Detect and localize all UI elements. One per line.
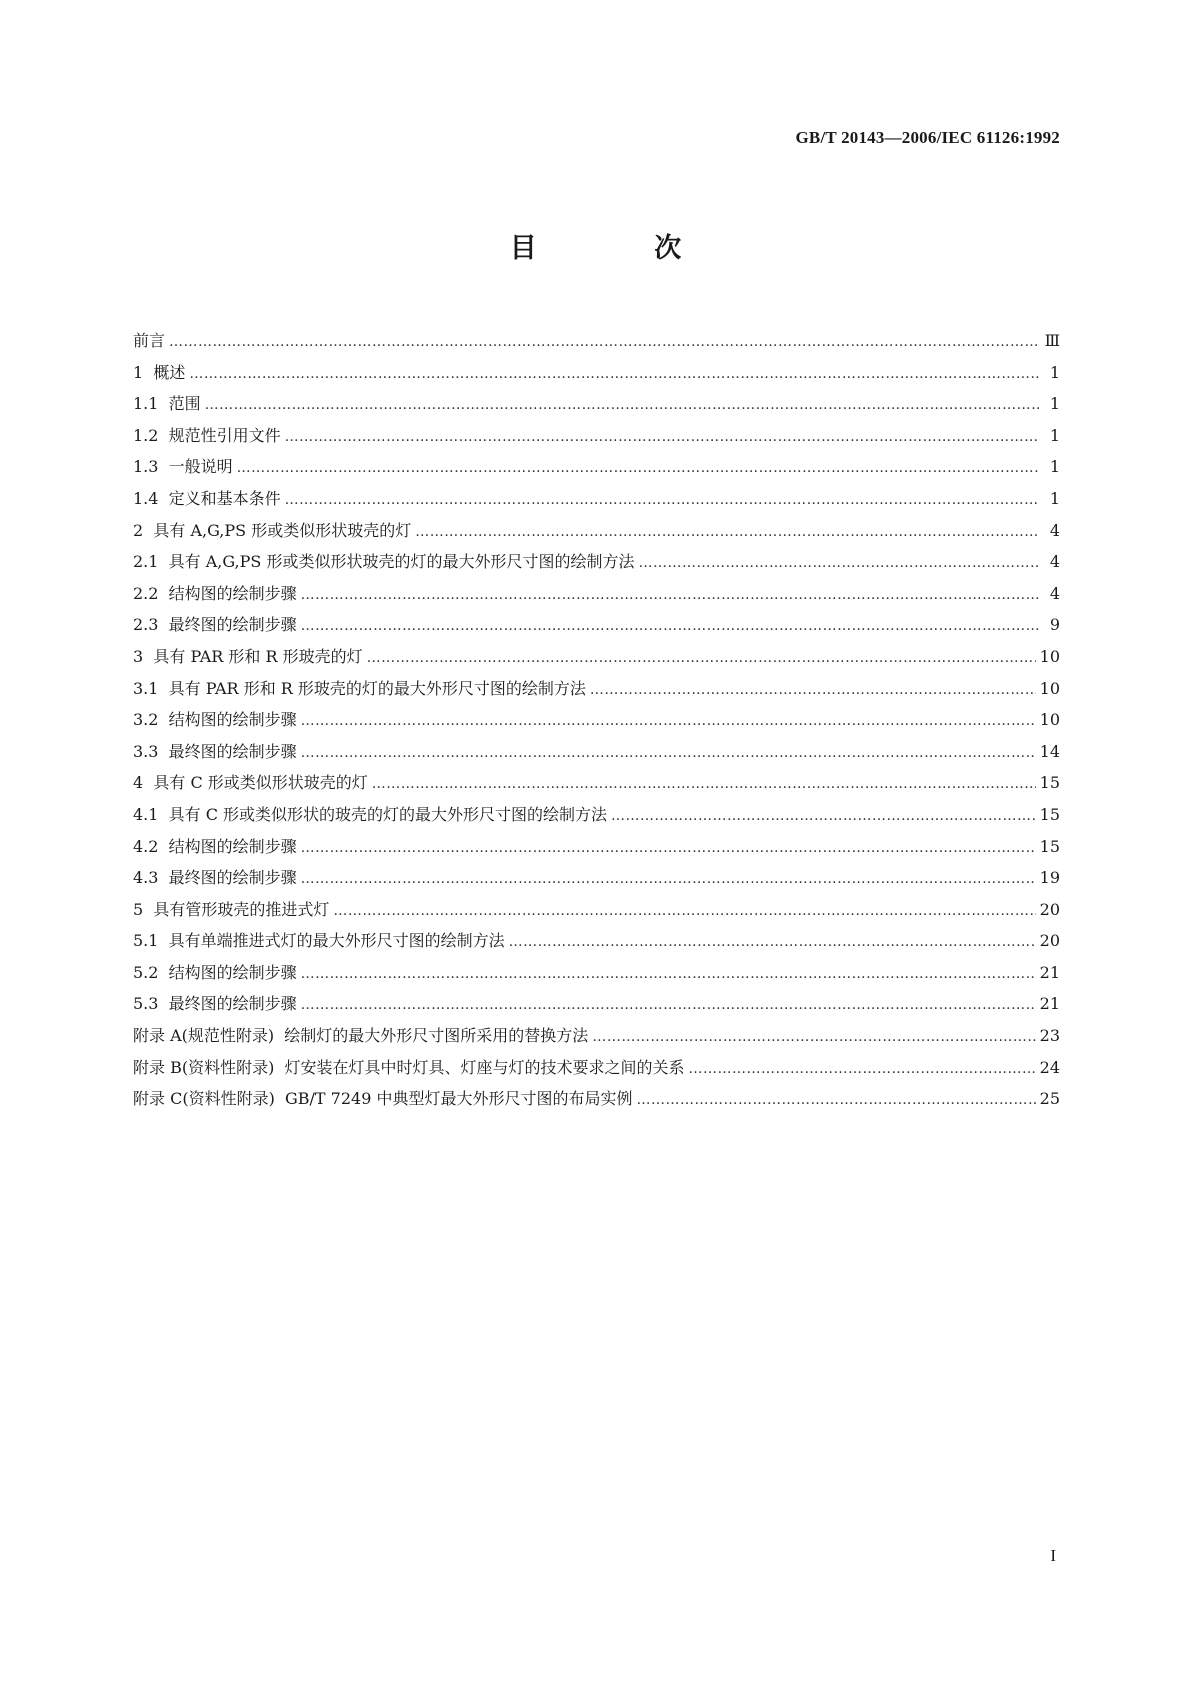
toc-entry[interactable] — [133, 865, 1060, 897]
toc-entry[interactable] — [133, 549, 1060, 581]
table-of-contents — [133, 328, 1060, 1118]
toc-entry-label: 5 具有管形玻壳的推进式灯 — [133, 899, 330, 919]
dot-leader — [301, 966, 1036, 983]
toc-entry-label: 3.3 最终图的绘制步骤 — [133, 741, 297, 761]
toc-entry-label: 附录 B(资料性附录) 灯安装在灯具中时灯具、灯座与灯的技术要求之间的关系 — [133, 1057, 685, 1077]
toc-entry-page: 1 — [1049, 457, 1060, 477]
toc-entry-label: 3 具有 PAR 形和 R 形玻壳的灯 — [133, 646, 363, 666]
toc-entry-label: 2.2 结构图的绘制步骤 — [133, 583, 297, 603]
toc-entry-page: 10 — [1039, 678, 1060, 698]
toc-entry-label: 4.3 最终图的绘制步骤 — [133, 868, 297, 888]
toc-entry-label: 1.3 一般说明 — [133, 457, 233, 477]
toc-entry-page: 1 — [1049, 425, 1060, 445]
toc-entry-page: 23 — [1039, 1026, 1060, 1046]
dot-leader — [372, 776, 1036, 793]
toc-entry-label: 2.1 具有 A,G,PS 形或类似形状玻壳的灯的最大外形尺寸图的绘制方法 — [133, 552, 635, 572]
toc-entry-page: 1 — [1049, 362, 1060, 382]
toc-entry[interactable] — [133, 581, 1060, 613]
toc-entry[interactable] — [133, 454, 1060, 486]
toc-entry[interactable] — [133, 644, 1060, 676]
toc-entry-page: 15 — [1039, 804, 1060, 824]
toc-entry-page: 4 — [1049, 520, 1060, 540]
dot-leader — [611, 808, 1036, 825]
dot-leader — [301, 745, 1036, 762]
page-title: 目 次 — [509, 233, 736, 264]
dot-leader — [333, 903, 1035, 920]
dot-leader — [415, 524, 1040, 541]
toc-entry-label: 3.1 具有 PAR 形和 R 形玻壳的灯的最大外形尺寸图的绘制方法 — [133, 678, 586, 698]
dot-leader — [301, 840, 1036, 857]
dot-leader — [169, 334, 1040, 351]
toc-entry[interactable] — [133, 612, 1060, 644]
toc-entry-page: 14 — [1039, 741, 1060, 761]
toc-entry-label: 1.4 定义和基本条件 — [133, 488, 281, 508]
toc-entry-label: 附录 A(规范性附录) 绘制灯的最大外形尺寸图所采用的替换方法 — [133, 1026, 589, 1046]
dot-leader — [590, 682, 1036, 699]
toc-entry-page: 21 — [1039, 962, 1060, 982]
toc-entry-page: 15 — [1039, 836, 1060, 856]
toc-entry-label: 4 具有 C 形或类似形状玻壳的灯 — [133, 773, 368, 793]
toc-entry-page: 24 — [1039, 1057, 1060, 1077]
toc-entry[interactable] — [133, 802, 1060, 834]
dot-leader — [509, 934, 1036, 951]
dot-leader — [592, 1029, 1035, 1046]
dot-leader — [301, 618, 1040, 635]
dot-leader — [301, 871, 1036, 888]
toc-entry-label: 1.2 规范性引用文件 — [133, 425, 281, 445]
toc-entry[interactable] — [133, 928, 1060, 960]
toc-entry-page: 20 — [1039, 931, 1060, 951]
toc-entry-label: 1 概述 — [133, 362, 186, 382]
dot-leader — [301, 587, 1040, 604]
toc-entry[interactable] — [133, 991, 1060, 1023]
toc-entry-page: 9 — [1049, 615, 1060, 635]
toc-entry[interactable] — [133, 486, 1060, 518]
toc-entry[interactable] — [133, 834, 1060, 866]
dot-leader — [205, 397, 1040, 414]
toc-entry-page: 1 — [1049, 488, 1060, 508]
toc-entry[interactable] — [133, 1023, 1060, 1055]
toc-entry-label: 前言 — [133, 331, 166, 350]
toc-entry[interactable] — [133, 518, 1060, 550]
toc-entry[interactable] — [133, 676, 1060, 708]
toc-entry-page: 4 — [1049, 552, 1060, 572]
toc-entry-label: 2.3 最终图的绘制步骤 — [133, 615, 297, 635]
toc-entry-label: 2 具有 A,G,PS 形或类似形状玻壳的灯 — [133, 520, 412, 540]
dot-leader — [636, 1092, 1035, 1109]
toc-entry-page: 15 — [1039, 773, 1060, 793]
toc-entry-label: 3.2 结构图的绘制步骤 — [133, 710, 297, 730]
dot-leader — [285, 429, 1040, 446]
toc-entry[interactable] — [133, 960, 1060, 992]
toc-entry-page: Ⅲ — [1044, 331, 1060, 350]
dot-leader — [367, 650, 1036, 667]
toc-entry-page: 4 — [1049, 583, 1060, 603]
toc-entry[interactable] — [133, 770, 1060, 802]
toc-entry[interactable] — [133, 391, 1060, 423]
dot-leader — [301, 713, 1036, 730]
toc-entry-page: 10 — [1039, 710, 1060, 730]
dot-leader — [301, 997, 1036, 1014]
toc-entry[interactable] — [133, 360, 1060, 392]
dot-leader — [237, 460, 1040, 477]
toc-entry-page: 10 — [1039, 646, 1060, 666]
toc-entry[interactable] — [133, 1055, 1060, 1087]
dot-leader — [189, 366, 1040, 383]
toc-entry-page: 20 — [1039, 899, 1060, 919]
toc-entry[interactable] — [133, 739, 1060, 771]
dot-leader — [638, 555, 1040, 572]
toc-entry-label: 4.2 结构图的绘制步骤 — [133, 836, 297, 856]
toc-entry[interactable] — [133, 423, 1060, 455]
toc-entry[interactable] — [133, 328, 1060, 360]
toc-entry[interactable] — [133, 1086, 1060, 1118]
toc-entry-page: 1 — [1049, 394, 1060, 414]
toc-entry-label: 5.2 结构图的绘制步骤 — [133, 962, 297, 982]
toc-entry-label: 5.3 最终图的绘制步骤 — [133, 994, 297, 1014]
page-number: I — [1050, 1546, 1056, 1565]
toc-entry[interactable] — [133, 897, 1060, 929]
toc-entry-label: 4.1 具有 C 形或类似形状的玻壳的灯的最大外形尺寸图的绘制方法 — [133, 804, 608, 824]
toc-entry-page: 21 — [1039, 994, 1060, 1014]
toc-entry-label: 5.1 具有单端推进式灯的最大外形尺寸图的绘制方法 — [133, 931, 505, 951]
toc-entry-label: 附录 C(资料性附录) GB/T 7249 中典型灯最大外形尺寸图的布局实例 — [133, 1089, 633, 1109]
dot-leader — [285, 492, 1040, 509]
toc-entry[interactable] — [133, 707, 1060, 739]
toc-entry-page: 19 — [1039, 868, 1060, 888]
toc-entry-label: 1.1 范围 — [133, 394, 201, 414]
dot-leader — [689, 1061, 1036, 1078]
toc-entry-page: 25 — [1039, 1089, 1060, 1109]
standard-number: GB/T 20143—2006/IEC 61126:1992 — [795, 128, 1060, 147]
